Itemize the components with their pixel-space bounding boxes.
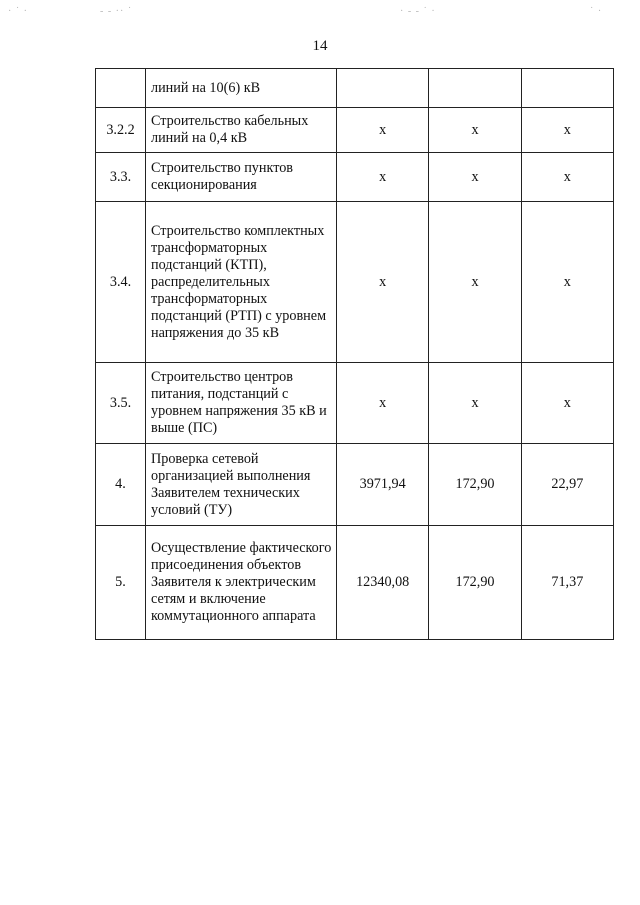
row-description: Строительство центров питания, подстанций с уровнем напряжения 35 кВ и выше (ПС) bbox=[146, 363, 337, 444]
value-cell: x bbox=[429, 108, 521, 153]
row-number: 3.4. bbox=[96, 202, 146, 363]
scan-noise-center: ‐ ‐ ·· ˙ bbox=[100, 6, 133, 17]
row-number: 3.2.2 bbox=[96, 108, 146, 153]
value-cell: x bbox=[337, 202, 429, 363]
row-number: 4. bbox=[96, 444, 146, 526]
value-cell: x bbox=[521, 153, 613, 202]
value-cell: x bbox=[521, 202, 613, 363]
value-cell bbox=[429, 69, 521, 108]
scan-noise-left: · ˙ · bbox=[8, 6, 28, 17]
value-cell: 71,37 bbox=[521, 526, 613, 640]
value-cell: x bbox=[521, 108, 613, 153]
value-cell bbox=[521, 69, 613, 108]
row-description: Строительство кабельных линий на 0,4 кВ bbox=[146, 108, 337, 153]
value-cell: x bbox=[429, 363, 521, 444]
table-row bbox=[96, 69, 614, 108]
row-number: 3.3. bbox=[96, 153, 146, 202]
table-row bbox=[96, 108, 614, 153]
table-row bbox=[96, 444, 614, 526]
row-description: Строительство комплектных трансформаторных подстанций (КТП), распределительных трансформаторных подстанций (РТП) с уровнем напряжения до 35 кВ bbox=[146, 202, 337, 363]
value-cell: x bbox=[429, 153, 521, 202]
value-cell: 172,90 bbox=[429, 526, 521, 640]
scan-noise-right: · ‐ ‐ ˙ · bbox=[400, 6, 436, 17]
value-cell: 12340,08 bbox=[337, 526, 429, 640]
value-cell: x bbox=[429, 202, 521, 363]
value-cell: x bbox=[521, 363, 613, 444]
row-number: 3.5. bbox=[96, 363, 146, 444]
page-number: 14 bbox=[312, 38, 328, 54]
row-number: 5. bbox=[96, 526, 146, 640]
row-description: Осуществление фактического присоединения объектов Заявителя к электрическим сетям и включение коммутационного аппарата bbox=[146, 526, 337, 640]
scan-noise-corner: ˙ · bbox=[590, 6, 603, 17]
row-number bbox=[96, 69, 146, 108]
value-cell: 3971,94 bbox=[337, 444, 429, 526]
table-row bbox=[96, 202, 614, 363]
value-cell bbox=[337, 69, 429, 108]
table-row bbox=[96, 526, 614, 640]
row-description: Строительство пунктов секционирования bbox=[146, 153, 337, 202]
value-cell: x bbox=[337, 153, 429, 202]
table-row bbox=[96, 153, 614, 202]
table-row bbox=[96, 363, 614, 444]
value-cell: 172,90 bbox=[429, 444, 521, 526]
value-cell: 22,97 bbox=[521, 444, 613, 526]
value-cell: x bbox=[337, 108, 429, 153]
row-description: линий на 10(6) кВ bbox=[146, 69, 337, 108]
row-description: Проверка сетевой организацией выполнения Заявителем технических условий (ТУ) bbox=[146, 444, 337, 526]
tariff-table bbox=[95, 68, 614, 640]
value-cell: x bbox=[337, 363, 429, 444]
